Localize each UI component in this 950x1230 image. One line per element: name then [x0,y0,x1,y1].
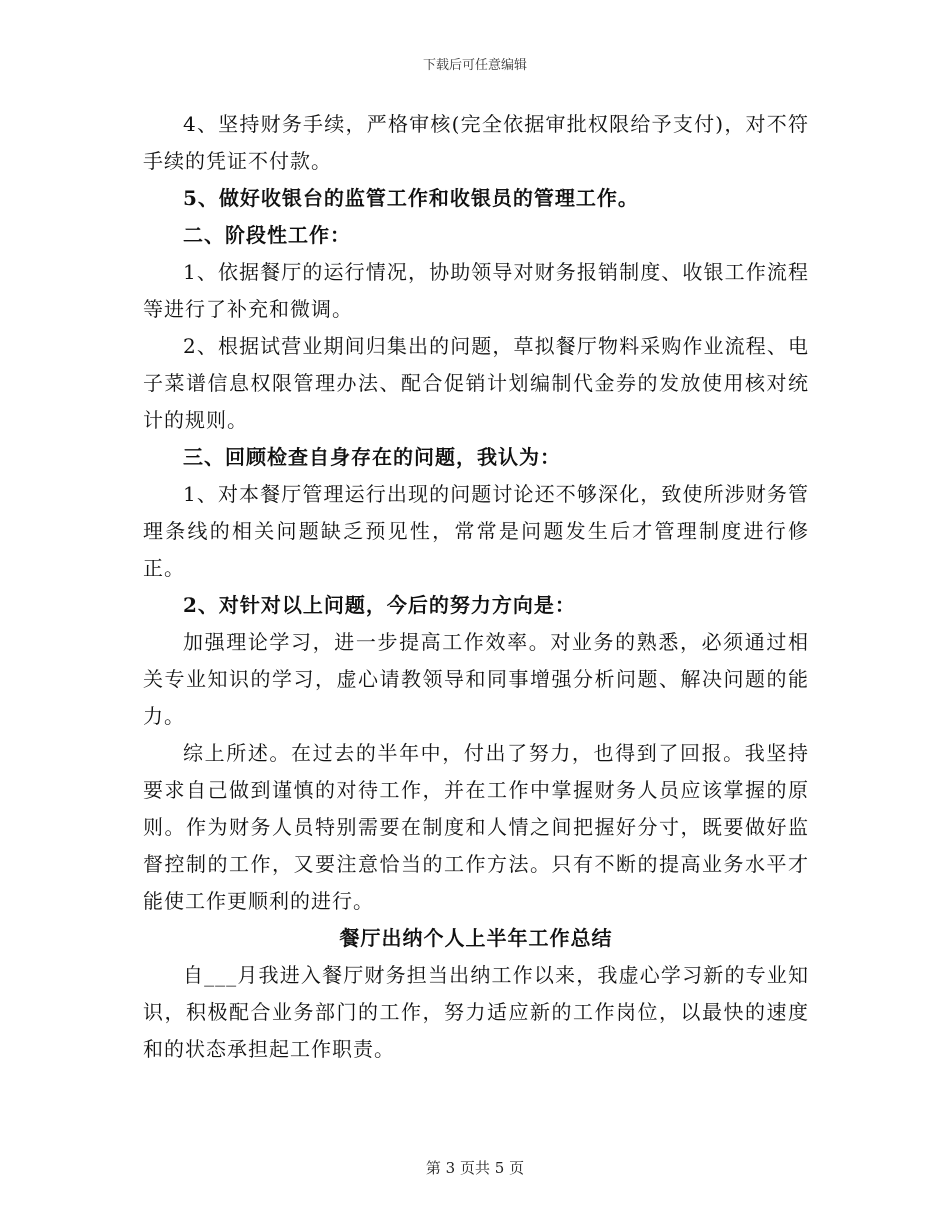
paragraph-7: 1、对本餐厅管理运行出现的问题讨论还不够深化，致使所涉财务管理条线的相关问题缺乏预见性，常常是问题发生后才管理制度进行修正。 [143,482,809,580]
paragraph-10: 综上所述。在过去的半年中，付出了努力，也得到了回报。我坚持要求自己做到谨慎的对待工作，并在工作中掌握财务人员应该掌握的原则。作为财务人员特别需要在制度和人情之间把握好分寸，既要做好监督控制的工作，又要注意恰当的工作方法。只有不断的提高业务水平才能使工作更顺利的进行。 [143,741,809,913]
paragraph-2-bold: 5、做好收银台的监管工作和收银员的管理工作。 [183,186,639,210]
section-heading-2: 二、阶段性工作： [183,223,351,247]
header-note: 下载后可任意编辑 [422,58,527,73]
paragraph-9: 加强理论学习，进一步提高工作效率。对业务的熟悉，必须通过相关专业知识的学习，虚心请教领导和同事增强分析问题、解决问题的能力。 [143,630,809,728]
paragraph-8-bold: 2、对针对以上问题，今后的努力方向是： [183,593,576,617]
paragraph-5: 2、根据试营业期间归集出的问题，草拟餐厅物料采购作业流程、电子菜谱信息权限管理办法、配合促销计划编制代金券的发放使用核对统计的规则。 [143,334,809,432]
document-body [143,106,809,1068]
paragraph-4: 1、依据餐厅的运行情况，协助领导对财务报销制度、收银工作流程等进行了补充和微调。 [143,260,809,321]
document-title: 餐厅出纳个人上半年工作总结 [339,926,613,950]
section-heading-3: 三、回顾检查自身存在的问题，我认为： [183,445,561,469]
paragraph-11: 自___月我进入餐厅财务担当出纳工作以来，我虚心学习新的专业知识，积极配合业务部门的工作，努力适应新的工作岗位，以最快的速度和的状态承担起工作职责。 [143,963,809,1061]
page-number: 第 3 页共 5 页 [425,1159,525,1177]
paragraph-1: 4、坚持财务手续，严格审核(完全依据审批权限给予支付)，对不符手续的凭证不付款。 [143,112,809,173]
